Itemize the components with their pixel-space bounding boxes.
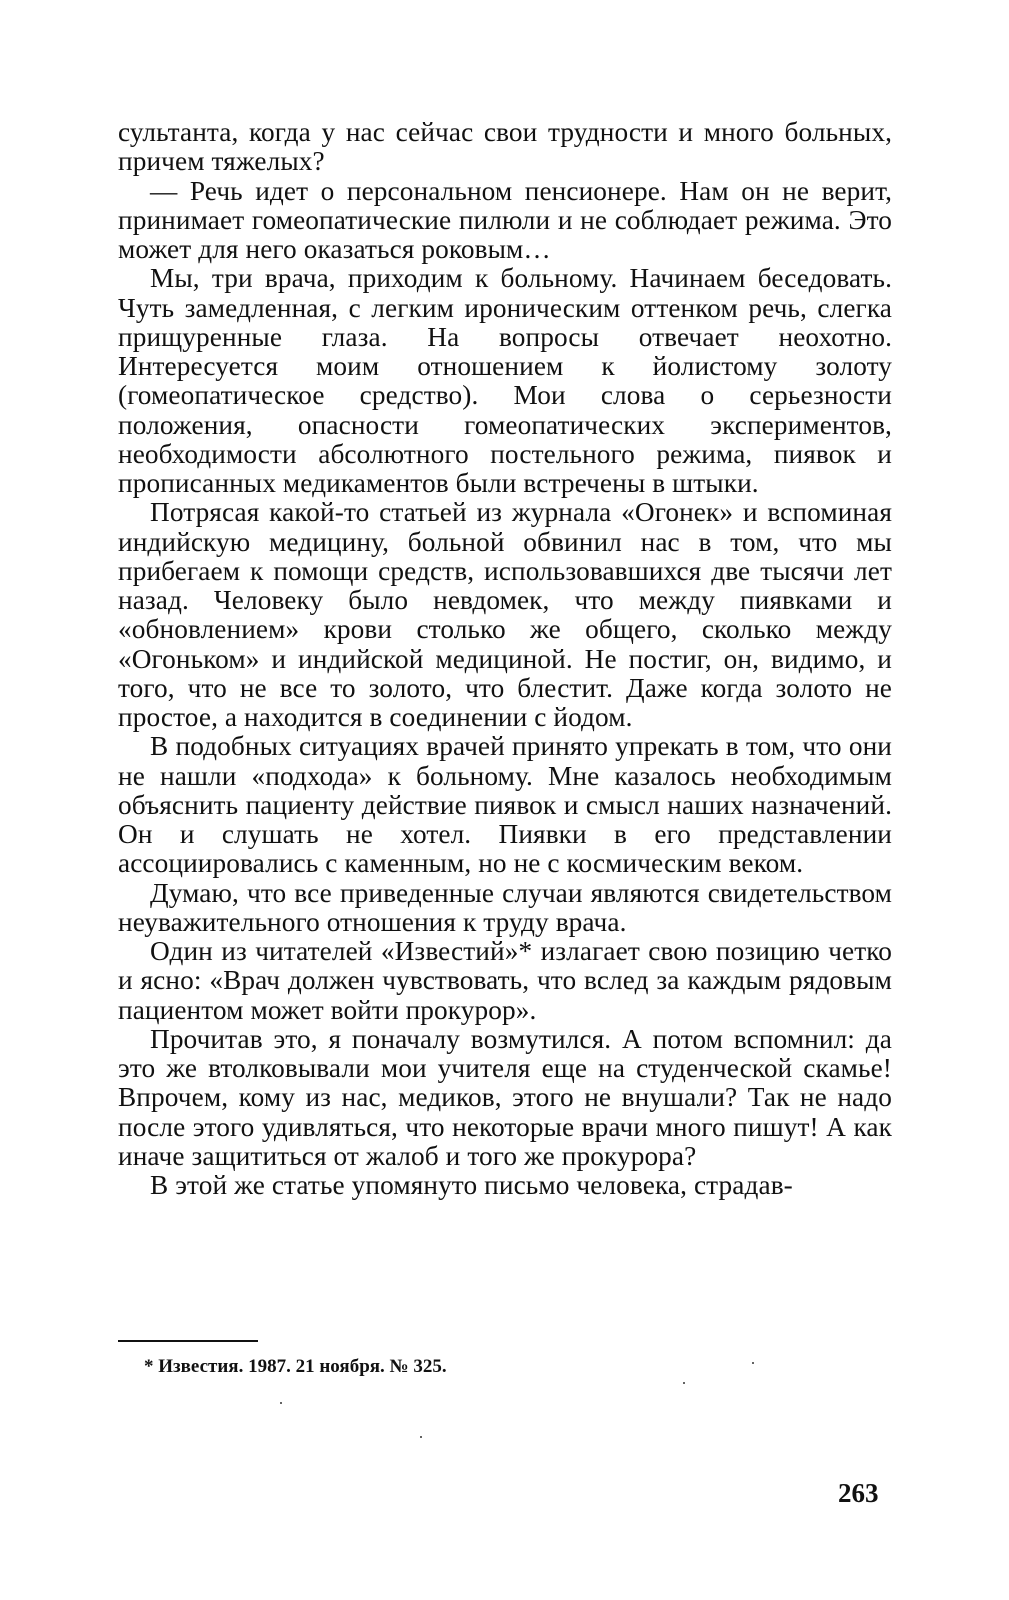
body-text	[118, 118, 892, 1200]
paragraph: Потрясая какой-то статьей из журнала «Огонек» и вспоминая индийскую медицину, больной обвинил нас в том, что мы прибегаем к помощи средств, использовавшихся две тысячи лет назад. Человеку было невдомек, что между пиявками и «обновлением» крови столько же общего, сколько между «Огоньком» и индийской медициной. Не постиг, он, видимо, и того, что не все то золото, что блестит. Даже когда золото не простое, а находится в соединении с йодом.	[118, 497, 892, 732]
page-number: 263	[838, 1478, 879, 1508]
footnote: * Известия. 1987. 21 ноября. № 325.	[144, 1356, 447, 1377]
scan-speck	[420, 1436, 422, 1438]
paragraph: сультанта, когда у нас сейчас свои трудности и много больных, причем тяжелых?	[118, 117, 892, 177]
paragraph: Мы, три врача, приходим к больному. Начинаем беседовать. Чуть замедленная, с легким ироническим оттенком речь, слегка прищуренные глаза. На вопросы отвечает неохотно. Интересуется моим отношением к йолистому золоту (гомеопатическое средство). Мои слова о серьезности положения, опасности гомеопатических экспериментов, необходимости абсолютного постельного режима, пиявок и прописанных медикаментов были встречены в штыки.	[118, 263, 892, 498]
paragraph: В этой же статье упомянуто письмо человека, страдав-	[150, 1170, 793, 1200]
scan-speck	[683, 1382, 685, 1384]
scan-speck	[280, 1402, 282, 1404]
paragraph: Думаю, что все приведенные случаи являются свидетельством неуважительного отношения к труду врача.	[118, 877, 892, 937]
paragraph: — Речь идет о персональном пенсионере. Нам он не верит, принимает гомеопатические пилюли и не соблюдает режима. Это может для него оказаться роковым…	[118, 175, 892, 264]
paragraph: Один из читателей «Известий»* излагает свою позицию четко и ясно: «Врач должен чувствовать, что вслед за каждым рядовым пациентом может войти прокурор».	[118, 936, 892, 1025]
paragraph: Прочитав это, я поначалу возмутился. А потом вспомнил: да это же втолковывали мои учителя еще на студенческой скамье! Впрочем, кому из нас, медиков, этого не внушали? Так не надо после этого удивляться, что некоторые врачи много пишут! А как иначе защититься от жалоб и того же прокурора?	[118, 1023, 892, 1171]
paragraph: В подобных ситуациях врачей принято упрекать в том, что они не нашли «подхода» к больному. Мне казалось необходимым объяснить пациенту действие пиявок и смысл наших назначений. Он и слушать не хотел. Пиявки в его представлении ассоциировались с каменным, но не с космическим веком.	[118, 731, 892, 879]
footnote-divider	[118, 1340, 258, 1342]
scan-speck	[752, 1362, 754, 1364]
